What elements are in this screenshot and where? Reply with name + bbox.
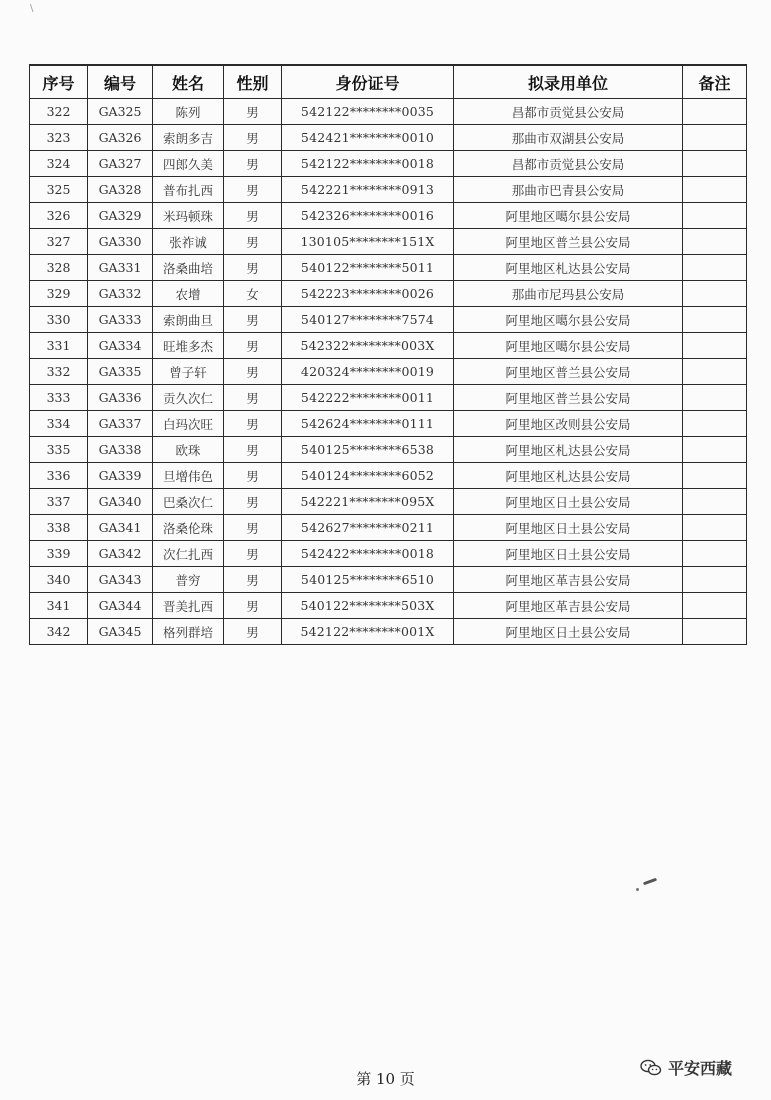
cell-name: 晋美扎西 [153,593,224,619]
cell-gender: 男 [224,255,282,281]
table-row [30,489,747,515]
cell-code: GA326 [88,125,153,151]
table-row [30,307,747,333]
recruit-table [29,64,747,645]
cell-seq: 324 [30,151,88,177]
cell-gender: 男 [224,151,282,177]
table-row [30,229,747,255]
cell-unit: 昌都市贡觉县公安局 [454,151,683,177]
cell-name: 曾子轩 [153,359,224,385]
cell-note [683,593,747,619]
cell-gender: 男 [224,177,282,203]
cell-code: GA338 [88,437,153,463]
cell-name: 格列群培 [153,619,224,645]
cell-note [683,515,747,541]
cell-code: GA331 [88,255,153,281]
cell-name: 普布扎西 [153,177,224,203]
cell-note [683,281,747,307]
cell-code: GA342 [88,541,153,567]
cell-note [683,177,747,203]
cell-unit: 阿里地区普兰县公安局 [454,385,683,411]
cell-id-number: 542222********0011 [282,385,454,411]
cell-seq: 325 [30,177,88,203]
cell-unit: 阿里地区日土县公安局 [454,515,683,541]
cell-code: GA343 [88,567,153,593]
cell-unit: 阿里地区噶尔县公安局 [454,333,683,359]
cell-name: 洛桑曲培 [153,255,224,281]
page-number: 第 10 页 [356,1070,415,1088]
table-row [30,593,747,619]
table-row [30,541,747,567]
table-body [30,99,747,645]
cell-id-number: 542221********0913 [282,177,454,203]
cell-unit: 那曲市巴青县公安局 [454,177,683,203]
cell-code: GA340 [88,489,153,515]
cell-note [683,489,747,515]
cell-unit: 阿里地区噶尔县公安局 [454,307,683,333]
cell-gender: 女 [224,281,282,307]
cell-id-number: 542122********0035 [282,99,454,125]
scan-speck [643,878,657,886]
cell-id-number: 540124********6052 [282,463,454,489]
cell-unit: 阿里地区噶尔县公安局 [454,203,683,229]
cell-note [683,333,747,359]
table-row [30,333,747,359]
cell-code: GA341 [88,515,153,541]
cell-code: GA330 [88,229,153,255]
cell-unit: 阿里地区日土县公安局 [454,619,683,645]
wechat-icon [640,1059,662,1077]
header-id-number: 身份证号 [282,65,454,99]
cell-name: 白玛次旺 [153,411,224,437]
cell-name: 农增 [153,281,224,307]
cell-gender: 男 [224,437,282,463]
cell-seq: 339 [30,541,88,567]
cell-id-number: 542624********0111 [282,411,454,437]
cell-name: 普穷 [153,567,224,593]
page-corner-mark: \ [30,3,34,14]
cell-code: GA335 [88,359,153,385]
cell-id-number: 420324********0019 [282,359,454,385]
cell-seq: 326 [30,203,88,229]
cell-gender: 男 [224,463,282,489]
cell-name: 索朗多吉 [153,125,224,151]
table-row [30,255,747,281]
cell-name: 陈列 [153,99,224,125]
table-row [30,619,747,645]
cell-seq: 329 [30,281,88,307]
table-header-row [30,65,747,99]
cell-unit: 阿里地区札达县公安局 [454,463,683,489]
cell-seq: 323 [30,125,88,151]
cell-id-number: 540127********7574 [282,307,454,333]
cell-gender: 男 [224,125,282,151]
cell-unit: 阿里地区日土县公安局 [454,489,683,515]
cell-note [683,619,747,645]
cell-seq: 331 [30,333,88,359]
cell-note [683,151,747,177]
table-row [30,567,747,593]
cell-gender: 男 [224,203,282,229]
cell-code: GA336 [88,385,153,411]
cell-name: 四郎久美 [153,151,224,177]
cell-seq: 328 [30,255,88,281]
header-gender: 性别 [224,65,282,99]
cell-unit: 阿里地区日土县公安局 [454,541,683,567]
cell-seq: 338 [30,515,88,541]
cell-seq: 340 [30,567,88,593]
cell-id-number: 130105********151X [282,229,454,255]
cell-id-number: 540122********5011 [282,255,454,281]
cell-id-number: 542322********003X [282,333,454,359]
cell-name: 巴桑次仁 [153,489,224,515]
cell-name: 洛桑伦珠 [153,515,224,541]
header-seq: 序号 [30,65,88,99]
cell-gender: 男 [224,99,282,125]
cell-seq: 322 [30,99,88,125]
cell-gender: 男 [224,359,282,385]
table-row [30,151,747,177]
scan-speck [636,888,639,891]
cell-gender: 男 [224,307,282,333]
cell-unit: 那曲市双湖县公安局 [454,125,683,151]
cell-note [683,203,747,229]
cell-unit: 阿里地区札达县公安局 [454,255,683,281]
cell-note [683,255,747,281]
cell-unit: 阿里地区革吉县公安局 [454,567,683,593]
cell-gender: 男 [224,567,282,593]
cell-unit: 阿里地区普兰县公安局 [454,359,683,385]
cell-unit: 阿里地区改则县公安局 [454,411,683,437]
cell-id-number: 542421********0010 [282,125,454,151]
cell-unit: 那曲市尼玛县公安局 [454,281,683,307]
cell-gender: 男 [224,385,282,411]
cell-name: 米玛顿珠 [153,203,224,229]
cell-code: GA332 [88,281,153,307]
cell-code: GA337 [88,411,153,437]
table-row [30,359,747,385]
cell-seq: 335 [30,437,88,463]
cell-id-number: 540122********503X [282,593,454,619]
cell-seq: 333 [30,385,88,411]
cell-code: GA334 [88,333,153,359]
cell-note [683,463,747,489]
cell-gender: 男 [224,541,282,567]
cell-name: 旺堆多杰 [153,333,224,359]
cell-seq: 327 [30,229,88,255]
cell-code: GA333 [88,307,153,333]
table-row [30,125,747,151]
cell-code: GA345 [88,619,153,645]
cell-name: 次仁扎西 [153,541,224,567]
table-row [30,385,747,411]
cell-seq: 337 [30,489,88,515]
table-row [30,281,747,307]
cell-note [683,385,747,411]
cell-seq: 330 [30,307,88,333]
header-name: 姓名 [153,65,224,99]
cell-id-number: 542326********0016 [282,203,454,229]
cell-seq: 332 [30,359,88,385]
cell-seq: 334 [30,411,88,437]
cell-note [683,307,747,333]
cell-code: GA325 [88,99,153,125]
cell-id-number: 542221********095X [282,489,454,515]
table-row [30,515,747,541]
cell-note [683,359,747,385]
cell-id-number: 542627********0211 [282,515,454,541]
table-row [30,411,747,437]
cell-note [683,437,747,463]
header-unit: 拟录用单位 [454,65,683,99]
cell-gender: 男 [224,333,282,359]
cell-gender: 男 [224,411,282,437]
cell-note [683,229,747,255]
cell-id-number: 542122********0018 [282,151,454,177]
cell-note [683,125,747,151]
cell-unit: 昌都市贡觉县公安局 [454,99,683,125]
cell-name: 张祚诚 [153,229,224,255]
cell-gender: 男 [224,619,282,645]
watermark-text: 平安西藏 [668,1059,733,1078]
cell-name: 欧珠 [153,437,224,463]
cell-seq: 342 [30,619,88,645]
cell-id-number: 542422********0018 [282,541,454,567]
cell-name: 索朗曲旦 [153,307,224,333]
cell-code: GA328 [88,177,153,203]
cell-gender: 男 [224,515,282,541]
cell-note [683,541,747,567]
cell-id-number: 540125********6538 [282,437,454,463]
table-row [30,99,747,125]
cell-gender: 男 [224,593,282,619]
cell-note [683,411,747,437]
cell-code: GA344 [88,593,153,619]
cell-name: 旦增伟色 [153,463,224,489]
cell-seq: 336 [30,463,88,489]
header-note: 备注 [683,65,747,99]
cell-gender: 男 [224,489,282,515]
table-row [30,437,747,463]
header-code: 编号 [88,65,153,99]
table-row [30,203,747,229]
cell-seq: 341 [30,593,88,619]
cell-code: GA329 [88,203,153,229]
cell-unit: 阿里地区札达县公安局 [454,437,683,463]
cell-id-number: 542223********0026 [282,281,454,307]
cell-gender: 男 [224,229,282,255]
cell-id-number: 542122********001X [282,619,454,645]
cell-name: 贡久次仁 [153,385,224,411]
cell-unit: 阿里地区革吉县公安局 [454,593,683,619]
cell-note [683,567,747,593]
watermark [640,1056,732,1079]
table-row [30,177,747,203]
cell-unit: 阿里地区普兰县公安局 [454,229,683,255]
cell-code: GA339 [88,463,153,489]
cell-note [683,99,747,125]
cell-code: GA327 [88,151,153,177]
cell-id-number: 540125********6510 [282,567,454,593]
table-row [30,463,747,489]
